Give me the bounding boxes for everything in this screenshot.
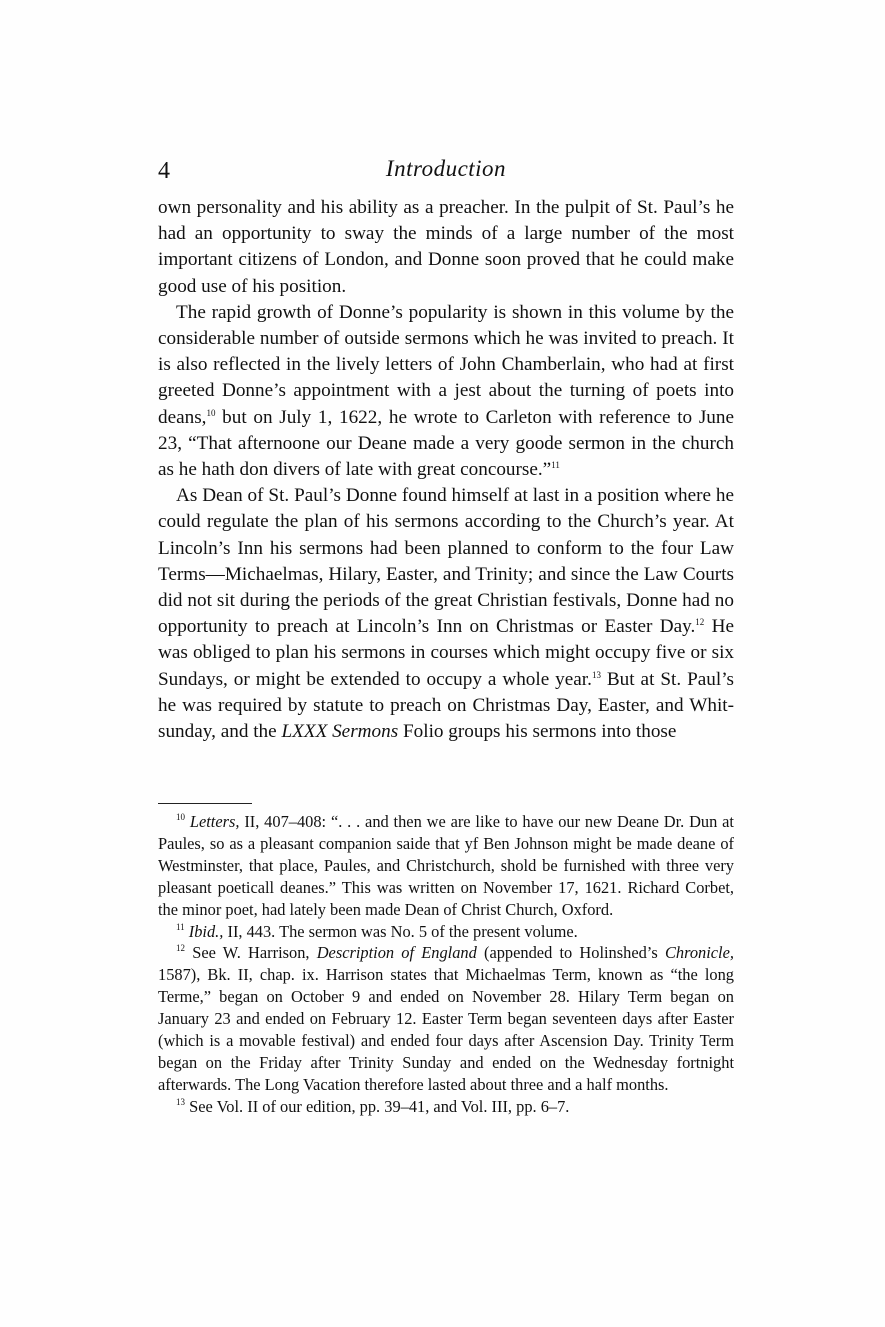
paragraph-popularity xyxy=(158,300,734,483)
page-header xyxy=(158,152,734,188)
paragraph-text: Folio groups his sermons into those xyxy=(398,721,677,743)
paragraph-text: but on July 1, 1622, he wrote to Carleton with reference to June 23, “That afternoone our Deane made a very goode sermon in the church as he hath don divers of late with great concourse.” xyxy=(158,406,734,481)
footnotes xyxy=(158,811,734,1118)
footnote-text: See Vol. II of our edition, pp. 39–41, and Vol. III, pp. 6–7. xyxy=(185,1096,570,1116)
footnote-mark: 10 xyxy=(176,812,185,822)
italic-title: Ibid., xyxy=(188,921,224,941)
footnote-mark: 12 xyxy=(176,943,185,954)
paragraph-text: But at St. Paul’s he was required by statute to preach on Christmas Day, Easter, and Whitsunday, and the xyxy=(158,668,734,743)
footnote-ref-11[interactable]: 11 xyxy=(551,460,560,471)
footnote-ref-13[interactable]: 13 xyxy=(591,669,601,680)
footnote-ref-10[interactable]: 10 xyxy=(206,407,216,418)
paragraph-text: He was obliged to plan his sermons in courses which might occupy five or six Sundays, or might be extended to occupy a whole year. xyxy=(158,616,735,690)
page-number: 4 xyxy=(158,158,170,184)
paragraph-text: As Dean of St. Paul’s Donne found himself at last in a position where he could regulate the plan of his sermons according to the Church’s year. At Lincoln’s Inn his sermons had been planned to conform to the four Law Terms—Michaelmas, Hilary, Easter, and Trinity; and since the Law Courts did not sit during the periods of the great Christian festivals, Donne had no opportunity to preach at Lincoln’s Inn on Christmas or Easter Day. xyxy=(158,485,734,638)
footnote-13 xyxy=(158,1096,734,1118)
paragraph-continued xyxy=(158,195,734,300)
footnote-11 xyxy=(158,921,734,943)
footnote-ref-12[interactable]: 12 xyxy=(695,617,705,628)
paragraph-text: The rapid growth of Donne’s popularity is shown in this volume by the considerable number of outside sermons which he was invited to preach. It is also reflected in the lively letters of John Chamberlain, who had at first greeted Donne’s appointment with a jest about the turning of poets into deans, xyxy=(158,301,734,428)
italic-title: Letters, xyxy=(189,812,240,831)
paragraph-dean xyxy=(158,483,734,745)
italic-title: Description of England xyxy=(316,943,477,963)
paragraph-text: own personality and his ability as a preacher. In the pulpit of St. Paul’s he had an opportunity to sway the minds of a large number of the most important citizens of London, and Donne soon proved that he could make good use of his position. xyxy=(158,197,734,297)
footnote-mark: 13 xyxy=(176,1096,185,1107)
footnote-text: See W. Harrison, xyxy=(185,943,317,963)
footnote-rule xyxy=(158,803,252,804)
body-text xyxy=(158,195,734,745)
footnote-mark: 11 xyxy=(176,921,185,932)
footnote-text: II, 443. The sermon was No. 5 of the present volume. xyxy=(223,921,578,941)
italic-title: Chronicle, xyxy=(664,943,734,963)
footnote-text: 1587), Bk. II, chap. ix. Harrison states that Michaelmas Term, known as “the long Terme,” began on October 9 and ended on November 28. Hilary Term began on January 23 and ended on February 12. Easter Term began seventeen days after Easter (which is a movable festival) and ended four days after Ascension Day. Trinity Term began on the Friday after Trinity Sunday and ended on the Wednesday fortnight afterwards. The Long Vacation therefore lasted about three and a half months. xyxy=(158,965,734,1094)
footnote-12 xyxy=(158,942,734,1095)
footnote-text: II, 407–408: “. . . and then we are like to have our new Deane Dr. Dun at Paules, so as a pleasant companion saide that yf Ben Johnson might be made deane of Westminster, that place, Paules, and Christchurch, shold be furnished with three very pleasant poeticall deanes.” This was written on November 17, 1621. Richard Corbet, the minor poet, had lately been made Dean of Christ Church, Oxford. xyxy=(158,812,734,919)
footnote-text: (appended to Holinshed’s xyxy=(476,943,665,963)
running-head: Introduction xyxy=(385,156,507,181)
footnote-10 xyxy=(158,811,734,921)
italic-title: LXXX Sermons xyxy=(281,721,399,743)
